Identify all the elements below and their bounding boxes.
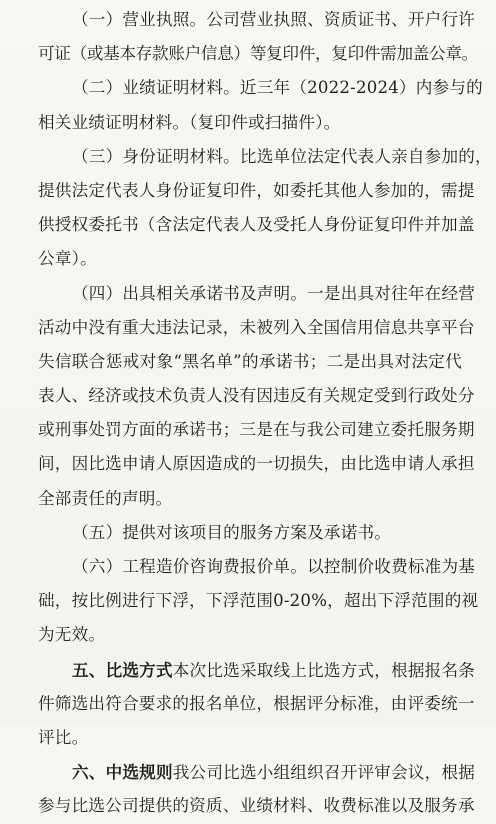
text-line: （四）出具相关承诺书及声明。一是出具对往年在经营 — [72, 283, 476, 303]
text-line: 可证（或基本存款账户信息）等复印件，复印件需加盖公章。 — [38, 44, 478, 64]
text-line: （二）业绩证明材料。近三年（2022-2024）内参与的 — [72, 78, 483, 98]
text-line: 表人、经济或技术负责人没有因违反有关规定受到行政处分 — [38, 386, 475, 406]
text-line — [38, 755, 476, 789]
text-line: 供授权委托书（含法定代表人及受托人身份证复印件并加盖 — [38, 215, 475, 235]
text-line: （六）工程造价咨询费报价单。以控制价收费标准为基 — [72, 557, 476, 576]
text-line: 相关业绩证明材料。（复印件或扫描件）。 — [38, 112, 341, 132]
section-heading: 六、中选规则 — [72, 762, 173, 783]
text-line — [38, 653, 476, 687]
text-line: 活动中没有重大违法记录，未被列入全国信用信息共享平台 — [38, 317, 475, 337]
text-line: （一）营业执照。公司营业执照、资质证书、开户行许 — [72, 10, 476, 29]
text-line: 间，因比选申请人原因造成的一切损失，由比选申请人承担 — [38, 454, 475, 474]
text-line: 公章）。 — [38, 249, 97, 269]
text-line: （五）提供对该项目的服务方案及承诺书。 — [72, 522, 392, 542]
text-line: 参与比选公司提供的资质、业绩材料、收费标准以及服务承 — [38, 796, 475, 816]
text-line: 提供法定代表人身份证复印件，如委托其他人参加的，需提 — [38, 180, 475, 200]
section-heading: 五、比选方式 — [72, 659, 173, 680]
text-line: 为无效。 — [38, 625, 106, 645]
text-line: （三）身份证明材料。比选单位法定代表人亲自参加的， — [72, 146, 492, 166]
text-span: 我公司比选小组组织召开评审会议，根据 — [172, 763, 476, 783]
text-line: 或刑事处罚方面的承诺书；三是在与我公司建立委托服务期 — [38, 420, 475, 440]
text-line: 件筛选出符合要求的报名单位，根据评分标准，由评委统一 — [38, 693, 475, 713]
text-line: 全部责任的声明。 — [38, 488, 173, 508]
text-line: 评比。 — [38, 727, 89, 747]
text-line: 失信联合惩戒对象“黑名单”的承诺书；二是出具对法定代 — [38, 351, 462, 371]
text-span: 本次比选采取线上比选方式，根据报名条 — [172, 660, 476, 680]
text-line: 础，按比例进行下浮，下浮范围0-20%，超出下浮范围的视 — [38, 591, 479, 611]
